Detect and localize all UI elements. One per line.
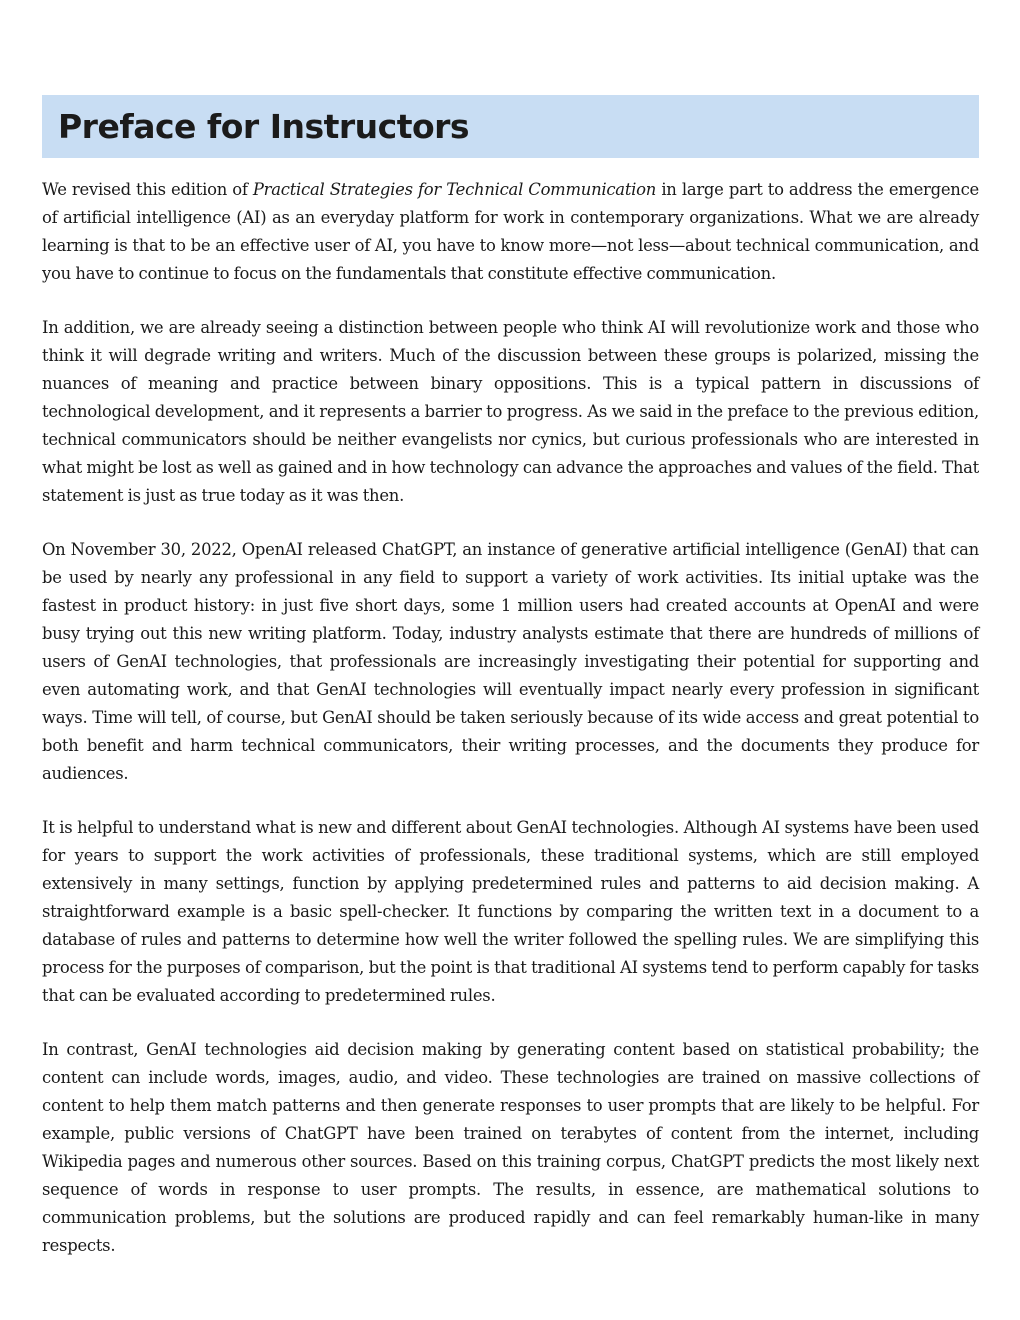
page-title: Preface for Instructors <box>58 107 470 146</box>
paragraph-2: In addition, we are already seeing a distinction between people who think AI will revolutionize work and those who think it will degrade writing and writers. Much of the discussion between these groups is polarized, missing the nuances of meaning and practice between binary oppositions. This is a typical pattern in discussions of technological development, and it represents a barrier to progress. As we said in the preface to the previous edition, technical communicators should be neither evangelists nor cynics, but curious professionals who are interested in what might be lost as well as gained and in how technology can advance the approaches and values of the field. That statement is just as true today as it was then. <box>42 318 979 505</box>
title-banner <box>42 95 979 158</box>
document-page <box>42 95 979 1286</box>
book-title-italic: Practical Strategies for Technical Communication <box>252 180 657 199</box>
paragraph-4: It is helpful to understand what is new and different about GenAI technologies. Although AI systems have been used for years to support the work activities of professionals, these traditional systems, which are still employed extensively in many settings, function by applying predetermined rules and patterns to aid decision making. A straightforward example is a basic spell-checker. It functions by comparing the written text in a document to a database of rules and patterns to determine how well the writer followed the spelling rules. We are simplifying this process for the purposes of comparison, but the point is that traditional AI systems tend to perform capably for tasks that can be evaluated according to predetermined rules. <box>42 818 979 1005</box>
paragraph-3: On November 30, 2022, OpenAI released ChatGPT, an instance of generative artificial intelligence (GenAI) that can be used by nearly any professional in any field to support a variety of work activities. Its initial uptake was the fastest in product history: in just five short days, some 1 million users had created accounts at OpenAI and were busy trying out this new writing platform. Today, industry analysts estimate that there are hundreds of millions of users of GenAI technologies, that professionals are increasingly investigating their potential for supporting and even automating work, and that GenAI technologies will eventually impact nearly every profession in significant ways. Time will tell, of course, but GenAI should be taken seriously because of its wide access and great potential to both benefit and harm technical communicators, their writing processes, and the documents they produce for audiences. <box>42 540 979 783</box>
body-text <box>42 176 979 1260</box>
paragraph-1 <box>42 176 979 288</box>
paragraph-1-rest: in large part to address the emergence of artificial intelligence (AI) as an everyday platform for work in contemporary organizations. What we are already learning is that to be an effective user of AI, you have to know more—not less—about technical communication, and you have to continue to focus on the fundamentals that constitute effective communication. <box>42 180 979 283</box>
paragraph-5: In contrast, GenAI technologies aid decision making by generating content based on statistical probability; the content can include words, images, audio, and video. These technologies are trained on massive collections of content to help them match patterns and then generate responses to user prompts that are likely to be helpful. For example, public versions of ChatGPT have been trained on terabytes of content from the internet, including Wikipedia pages and numerous other sources. Based on this training corpus, ChatGPT predicts the most likely next sequence of words in response to user prompts. The results, in essence, are mathematical solutions to communication problems, but the solutions are produced rapidly and can feel remarkably human-like in many respects. <box>42 1040 979 1255</box>
paragraph-1-lead: We revised this edition of <box>42 180 253 199</box>
